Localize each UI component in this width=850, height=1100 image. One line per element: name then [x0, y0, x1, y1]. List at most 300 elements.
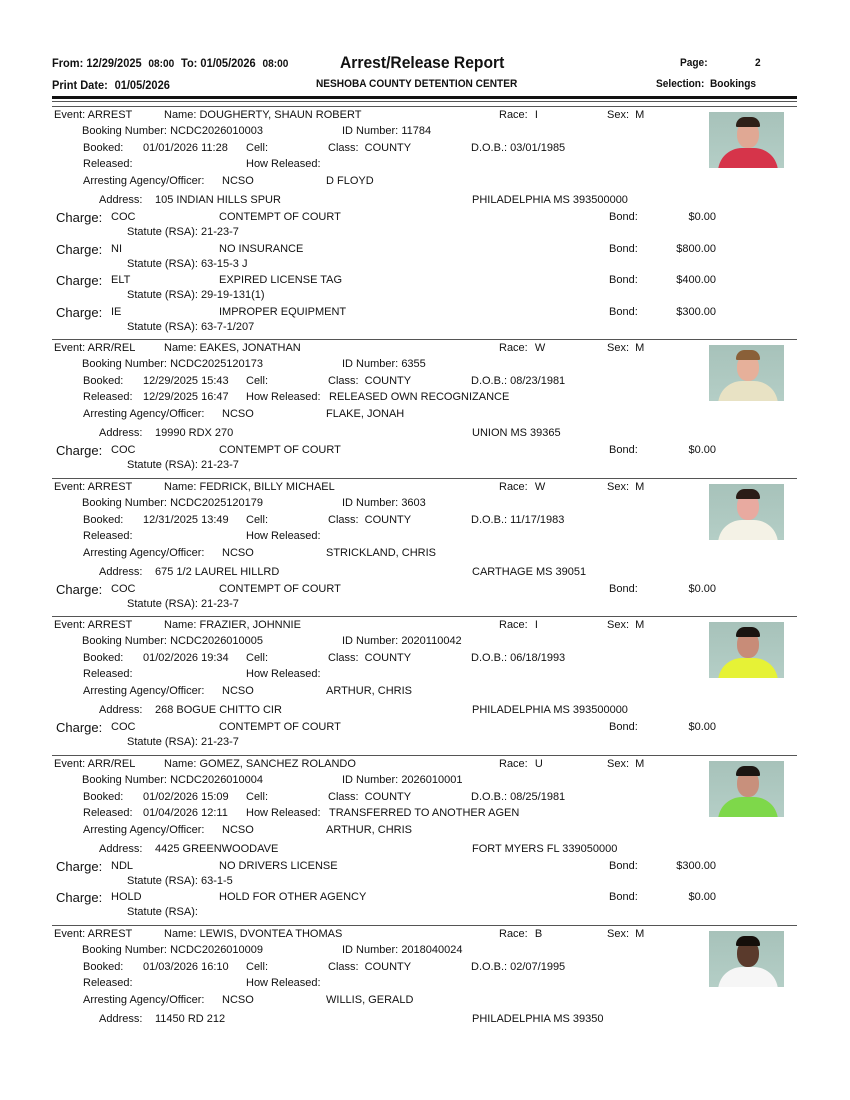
id-number-field: [342, 635, 462, 647]
how-released-label: How Released:: [246, 529, 321, 542]
sex-value: M: [635, 927, 645, 940]
statute-field: [127, 289, 265, 301]
race-label: Race:: [499, 757, 528, 770]
charge-code: COC: [111, 444, 136, 456]
charge-description: CONTEMPT OF COURT: [219, 721, 341, 733]
name-label: Name:: [164, 927, 197, 940]
city-state-zip: PHILADELPHIA MS 39350: [472, 1012, 604, 1025]
inmate-name: FRAZIER, JOHNNIE: [199, 619, 301, 631]
race-value: W: [534, 480, 546, 493]
dob-field: [471, 142, 565, 154]
bond-amount: $0.00: [688, 211, 716, 223]
name-label: Name:: [164, 757, 197, 770]
charge-description: HOLD FOR OTHER AGENCY: [219, 891, 367, 903]
class-label: Class:: [328, 142, 359, 154]
event-label: Event:: [54, 480, 86, 493]
class-field: [328, 652, 411, 664]
record-separator: [52, 106, 797, 107]
statute-field: [127, 875, 233, 887]
bond-amount: $300.00: [676, 859, 716, 872]
inmate-name: DOUGHERTY, SHAUN ROBERT: [199, 109, 362, 121]
released-value: 01/04/2026 12:11: [143, 806, 228, 819]
dob-value: 06/18/1993: [510, 652, 566, 664]
agency-value: NCSO: [222, 175, 254, 187]
sex-label: Sex:: [607, 342, 630, 354]
id-number-value: 2026010001: [401, 773, 463, 786]
id-number-field: [342, 774, 463, 786]
officer-value: FLAKE, JONAH: [326, 408, 405, 420]
race-value: B: [534, 927, 543, 940]
dob-field: [471, 375, 565, 387]
name-field: [164, 481, 335, 493]
selection-label: Selection:: [656, 78, 705, 90]
bond-label: Bond:: [609, 211, 638, 223]
agency-value: NCSO: [222, 408, 254, 420]
event-field: [54, 928, 132, 940]
class-field: [328, 375, 411, 387]
record-separator: [52, 478, 797, 479]
address-label: Address:: [99, 194, 143, 206]
released-label: Released:: [83, 158, 133, 170]
sex-field: [607, 619, 644, 631]
bond-amount: $300.00: [676, 305, 716, 318]
charge-code: NI: [111, 242, 122, 255]
charge-description: CONTEMPT OF COURT: [219, 211, 341, 223]
booking-number-field: [82, 125, 263, 137]
cell-label: Cell:: [246, 960, 269, 973]
mugshot-photo: [709, 484, 784, 540]
inmate-name: EAKES, JONATHAN: [199, 342, 301, 354]
how-released-label: How Released:: [246, 391, 321, 403]
dob-label: D.O.B.:: [471, 513, 508, 526]
class-label: Class:: [328, 960, 359, 973]
record-separator: [52, 339, 797, 340]
race-field: [499, 758, 543, 770]
booked-value: 01/01/2026 11:28: [143, 142, 228, 154]
photo-hair: [736, 117, 760, 127]
race-value: I: [534, 619, 538, 631]
dob-label: D.O.B.:: [471, 142, 508, 154]
agency-officer-label: Arresting Agency/Officer:: [83, 823, 205, 836]
booking-number-value: NCDC2026010004: [170, 773, 264, 786]
name-label: Name:: [164, 109, 197, 121]
charge-description: CONTEMPT OF COURT: [219, 444, 341, 456]
booking-number-label: Booking Number:: [82, 496, 167, 509]
id-number-label: ID Number:: [342, 773, 399, 786]
charge-label: Charge:: [56, 210, 103, 225]
charge-label: Charge:: [56, 720, 103, 735]
race-label: Race:: [499, 480, 528, 493]
released-value: 12/29/2025 16:47: [143, 391, 229, 403]
sex-label: Sex:: [607, 480, 630, 493]
record-separator: [52, 755, 797, 756]
name-field: [164, 109, 361, 121]
inmate-name: GOMEZ, SANCHEZ ROLANDO: [199, 757, 356, 770]
cell-label: Cell:: [246, 790, 269, 803]
charge-label: Charge:: [56, 443, 103, 458]
agency-officer-label: Arresting Agency/Officer:: [83, 175, 205, 187]
race-label: Race:: [499, 927, 528, 940]
charge-label: Charge:: [56, 890, 103, 905]
address-value: 105 INDIAN HILLS SPUR: [155, 194, 281, 206]
sex-value: M: [635, 109, 645, 121]
charge-label: Charge:: [56, 304, 103, 320]
statute-label: Statute (RSA):: [127, 459, 198, 471]
bond-label: Bond:: [609, 891, 638, 903]
id-number-label: ID Number:: [342, 635, 399, 647]
facility-name: NESHOBA COUNTY DETENTION CENTER: [316, 78, 518, 90]
class-value: COUNTY: [364, 960, 412, 973]
event-value: ARR/REL: [87, 342, 136, 354]
event-label: Event:: [54, 927, 86, 940]
dob-label: D.O.B.:: [471, 960, 508, 973]
address-label: Address:: [99, 565, 143, 578]
from-time: 08:00: [148, 58, 175, 70]
dob-field: [471, 514, 564, 526]
dob-label: D.O.B.:: [471, 375, 508, 387]
name-field: [164, 342, 301, 354]
dob-value: 11/17/1983: [510, 513, 565, 526]
address-value: 268 BOGUE CHITTO CIR: [155, 704, 282, 716]
date-range: [52, 56, 288, 70]
race-field: [499, 481, 545, 493]
statute-field: [127, 258, 247, 270]
bond-label: Bond:: [609, 859, 638, 872]
class-value: COUNTY: [364, 652, 412, 664]
charge-label: Charge:: [56, 273, 103, 288]
agency-value: NCSO: [222, 546, 254, 559]
booked-label: Booked:: [83, 375, 124, 387]
how-released-label: How Released:: [246, 668, 321, 680]
statute-label: Statute (RSA):: [127, 257, 198, 270]
cell-label: Cell:: [246, 375, 269, 387]
id-number-field: [342, 358, 426, 370]
bond-amount: $0.00: [688, 891, 716, 903]
to-label: To:: [181, 56, 198, 70]
charge-label: Charge:: [56, 581, 103, 597]
address-label: Address:: [99, 842, 143, 855]
selection: [656, 78, 756, 90]
dob-field: [471, 961, 565, 973]
race-value: I: [534, 109, 538, 121]
bond-label: Bond:: [609, 274, 638, 286]
booking-number-label: Booking Number:: [82, 943, 167, 956]
booked-label: Booked:: [83, 960, 124, 973]
from-label: From:: [52, 56, 84, 70]
charge-code: IE: [111, 305, 122, 318]
race-label: Race:: [499, 109, 528, 121]
agency-value: NCSO: [222, 823, 254, 836]
header-divider-thin: [52, 101, 797, 102]
statute-value: 63-15-3 J: [200, 257, 248, 270]
id-number-field: [342, 497, 426, 509]
charge-code: NDL: [111, 859, 134, 872]
bond-amount: $0.00: [688, 582, 716, 595]
charge-description: EXPIRED LICENSE TAG: [219, 274, 343, 286]
booked-value: 12/29/2025 15:43: [143, 375, 229, 387]
charge-code: COC: [111, 582, 136, 595]
officer-value: ARTHUR, CHRIS: [326, 685, 412, 697]
address-label: Address:: [99, 427, 143, 439]
mugshot-photo: [709, 112, 784, 168]
bond-label: Bond:: [609, 582, 638, 595]
booked-label: Booked:: [83, 142, 124, 154]
address-value: 19990 RDX 270: [155, 427, 234, 439]
event-field: [54, 109, 132, 121]
cell-label: Cell:: [246, 142, 269, 154]
class-label: Class:: [328, 375, 359, 387]
name-label: Name:: [164, 480, 197, 493]
charge-description: CONTEMPT OF COURT: [219, 582, 341, 595]
name-field: [164, 758, 356, 770]
race-value: W: [534, 342, 546, 354]
statute-value: 63-7-1/207: [200, 320, 255, 333]
class-label: Class:: [328, 513, 359, 526]
released-label: Released:: [83, 391, 133, 403]
agency-value: NCSO: [222, 993, 254, 1006]
booking-number-field: [82, 497, 263, 509]
header-divider-thick: [52, 96, 797, 99]
race-field: [499, 928, 542, 940]
mugshot-photo: [709, 931, 784, 987]
name-field: [164, 928, 342, 940]
event-field: [54, 481, 132, 493]
booked-value: 01/02/2026 19:34: [143, 652, 229, 664]
bond-label: Bond:: [609, 242, 638, 255]
race-label: Race:: [499, 619, 528, 631]
class-value: COUNTY: [364, 375, 412, 387]
statute-label: Statute (RSA):: [127, 289, 198, 301]
officer-value: WILLIS, GERALD: [326, 993, 414, 1006]
address-value: 675 1/2 LAUREL HILLRD: [155, 565, 280, 578]
cell-label: Cell:: [246, 652, 269, 664]
bond-amount: $800.00: [676, 242, 716, 255]
dob-value: 08/23/1981: [510, 375, 566, 387]
from-date: 12/29/2025: [86, 56, 142, 70]
sex-field: [607, 758, 644, 770]
print-date-value: 01/05/2026: [114, 78, 170, 92]
booking-number-value: NCDC2025120179: [170, 496, 264, 509]
event-label: Event:: [54, 757, 86, 770]
photo-hair: [736, 627, 760, 637]
booking-number-label: Booking Number:: [82, 635, 167, 647]
to-time: 08:00: [262, 58, 289, 70]
agency-officer-label: Arresting Agency/Officer:: [83, 685, 205, 697]
city-state-zip: CARTHAGE MS 39051: [472, 565, 587, 578]
booked-label: Booked:: [83, 513, 124, 526]
sex-value: M: [635, 619, 645, 631]
page-number: 2: [755, 57, 761, 69]
event-value: ARREST: [87, 619, 133, 631]
record-separator: [52, 616, 797, 617]
sex-value: M: [635, 480, 645, 493]
mugshot-photo: [709, 622, 784, 678]
booking-number-value: NCDC2026010009: [170, 943, 264, 956]
statute-value: 21-23-7: [200, 459, 239, 471]
charge-code: COC: [111, 721, 136, 733]
dob-value: 02/07/1995: [510, 960, 566, 973]
sex-field: [607, 928, 644, 940]
race-label: Race:: [499, 342, 528, 354]
booking-number-label: Booking Number:: [82, 358, 167, 370]
id-number-value: 6355: [401, 358, 426, 370]
bond-amount: $0.00: [688, 444, 716, 456]
mugshot-photo: [709, 345, 784, 401]
name-label: Name:: [164, 619, 197, 631]
statute-label: Statute (RSA):: [127, 906, 198, 918]
charge-description: IMPROPER EQUIPMENT: [219, 305, 347, 318]
page-label: Page:: [680, 57, 708, 69]
booking-number-value: NCDC2025120173: [170, 358, 264, 370]
statute-label: Statute (RSA):: [127, 736, 198, 748]
city-state-zip: UNION MS 39365: [472, 427, 561, 439]
sex-label: Sex:: [607, 927, 630, 940]
sex-value: M: [635, 342, 645, 354]
officer-value: STRICKLAND, CHRIS: [326, 546, 437, 559]
released-label: Released:: [83, 668, 133, 680]
race-field: [499, 342, 545, 354]
bond-label: Bond:: [609, 444, 638, 456]
booking-number-field: [82, 944, 263, 956]
event-field: [54, 619, 132, 631]
bond-amount: $0.00: [688, 721, 716, 733]
mugshot-photo: [709, 761, 784, 817]
id-number-label: ID Number:: [342, 496, 399, 509]
print-date: [52, 78, 170, 92]
print-date-label: Print Date:: [52, 78, 108, 92]
id-number-value: 3603: [401, 496, 426, 509]
class-value: COUNTY: [364, 142, 412, 154]
class-field: [328, 791, 411, 803]
photo-hair: [736, 350, 760, 360]
event-value: ARREST: [87, 109, 133, 121]
booked-label: Booked:: [83, 652, 124, 664]
booking-number-field: [82, 358, 263, 370]
officer-value: ARTHUR, CHRIS: [326, 823, 412, 836]
id-number-field: [342, 944, 463, 956]
booked-value: 01/02/2026 15:09: [143, 790, 229, 803]
statute-label: Statute (RSA):: [127, 597, 198, 610]
photo-hair: [736, 489, 760, 499]
charge-description: NO DRIVERS LICENSE: [219, 859, 338, 872]
statute-field: [127, 226, 239, 238]
statute-field: [127, 321, 254, 333]
event-field: [54, 342, 135, 354]
class-value: COUNTY: [364, 790, 412, 803]
agency-officer-label: Arresting Agency/Officer:: [83, 546, 205, 559]
event-value: ARREST: [87, 927, 133, 940]
photo-hair: [736, 766, 760, 776]
event-value: ARR/REL: [87, 757, 136, 770]
name-field: [164, 619, 301, 631]
booking-number-field: [82, 635, 263, 647]
sex-field: [607, 342, 644, 354]
name-label: Name:: [164, 342, 197, 354]
statute-label: Statute (RSA):: [127, 320, 198, 333]
event-label: Event:: [54, 109, 86, 121]
sex-value: M: [635, 757, 645, 770]
booking-number-label: Booking Number:: [82, 125, 167, 137]
address-label: Address:: [99, 704, 143, 716]
sex-label: Sex:: [607, 757, 630, 770]
cell-label: Cell:: [246, 513, 269, 526]
statute-field: [127, 906, 198, 918]
booked-value: 12/31/2025 13:49: [143, 513, 229, 526]
agency-value: NCSO: [222, 685, 254, 697]
address-value: 4425 GREENWOODAVE: [155, 842, 279, 855]
how-released-label: How Released:: [246, 976, 321, 989]
class-label: Class:: [328, 652, 359, 664]
booking-number-value: NCDC2026010005: [170, 635, 264, 647]
statute-value: 21-23-7: [200, 597, 239, 610]
id-number-label: ID Number:: [342, 943, 399, 956]
bond-label: Bond:: [609, 305, 638, 318]
released-label: Released:: [83, 529, 133, 542]
address-label: Address:: [99, 1012, 143, 1025]
statute-value: 63-1-5: [200, 874, 233, 887]
statute-value: 29-19-131(1): [200, 289, 265, 301]
charge-label: Charge:: [56, 241, 103, 257]
dob-value: 08/25/1981: [510, 790, 566, 803]
address-value: 11450 RD 212: [155, 1012, 226, 1025]
id-number-value: 11784: [401, 125, 432, 137]
booking-number-label: Booking Number:: [82, 773, 167, 786]
to-date: 01/05/2026: [200, 56, 256, 70]
class-value: COUNTY: [364, 513, 412, 526]
class-field: [328, 142, 411, 154]
class-field: [328, 961, 411, 973]
charge-code: HOLD: [111, 891, 142, 903]
class-field: [328, 514, 411, 526]
statute-field: [127, 459, 239, 471]
dob-label: D.O.B.:: [471, 652, 508, 664]
selection-value: Bookings: [709, 78, 757, 90]
bond-label: Bond:: [609, 721, 638, 733]
city-state-zip: PHILADELPHIA MS 393500000: [472, 704, 628, 716]
race-field: [499, 619, 538, 631]
charge-description: NO INSURANCE: [219, 242, 304, 255]
event-value: ARREST: [87, 480, 133, 493]
statute-label: Statute (RSA):: [127, 874, 198, 887]
race-value: U: [534, 757, 543, 770]
id-number-label: ID Number:: [342, 358, 399, 370]
agency-officer-label: Arresting Agency/Officer:: [83, 993, 205, 1006]
officer-value: D FLOYD: [326, 175, 374, 187]
bond-amount: $400.00: [676, 274, 716, 286]
id-number-value: 2020110042: [401, 635, 462, 647]
city-state-zip: FORT MYERS FL 339050000: [472, 842, 618, 855]
booked-label: Booked:: [83, 790, 124, 803]
statute-value: 21-23-7: [200, 226, 239, 238]
id-number-label: ID Number:: [342, 125, 399, 137]
event-field: [54, 758, 135, 770]
id-number-field: [342, 125, 431, 137]
charge-code: COC: [111, 211, 136, 223]
agency-officer-label: Arresting Agency/Officer:: [83, 408, 205, 420]
statute-field: [127, 736, 239, 748]
statute-field: [127, 598, 239, 610]
released-label: Released:: [83, 976, 133, 989]
event-label: Event:: [54, 342, 86, 354]
charge-code: ELT: [111, 274, 131, 286]
released-label: Released:: [83, 806, 133, 819]
dob-value: 03/01/1985: [510, 142, 566, 154]
sex-field: [607, 109, 644, 121]
inmate-name: FEDRICK, BILLY MICHAEL: [199, 480, 335, 493]
how-released-label: How Released:: [246, 806, 321, 819]
how-released-value: TRANSFERRED TO ANOTHER AGEN: [329, 806, 520, 819]
photo-hair: [736, 936, 760, 946]
